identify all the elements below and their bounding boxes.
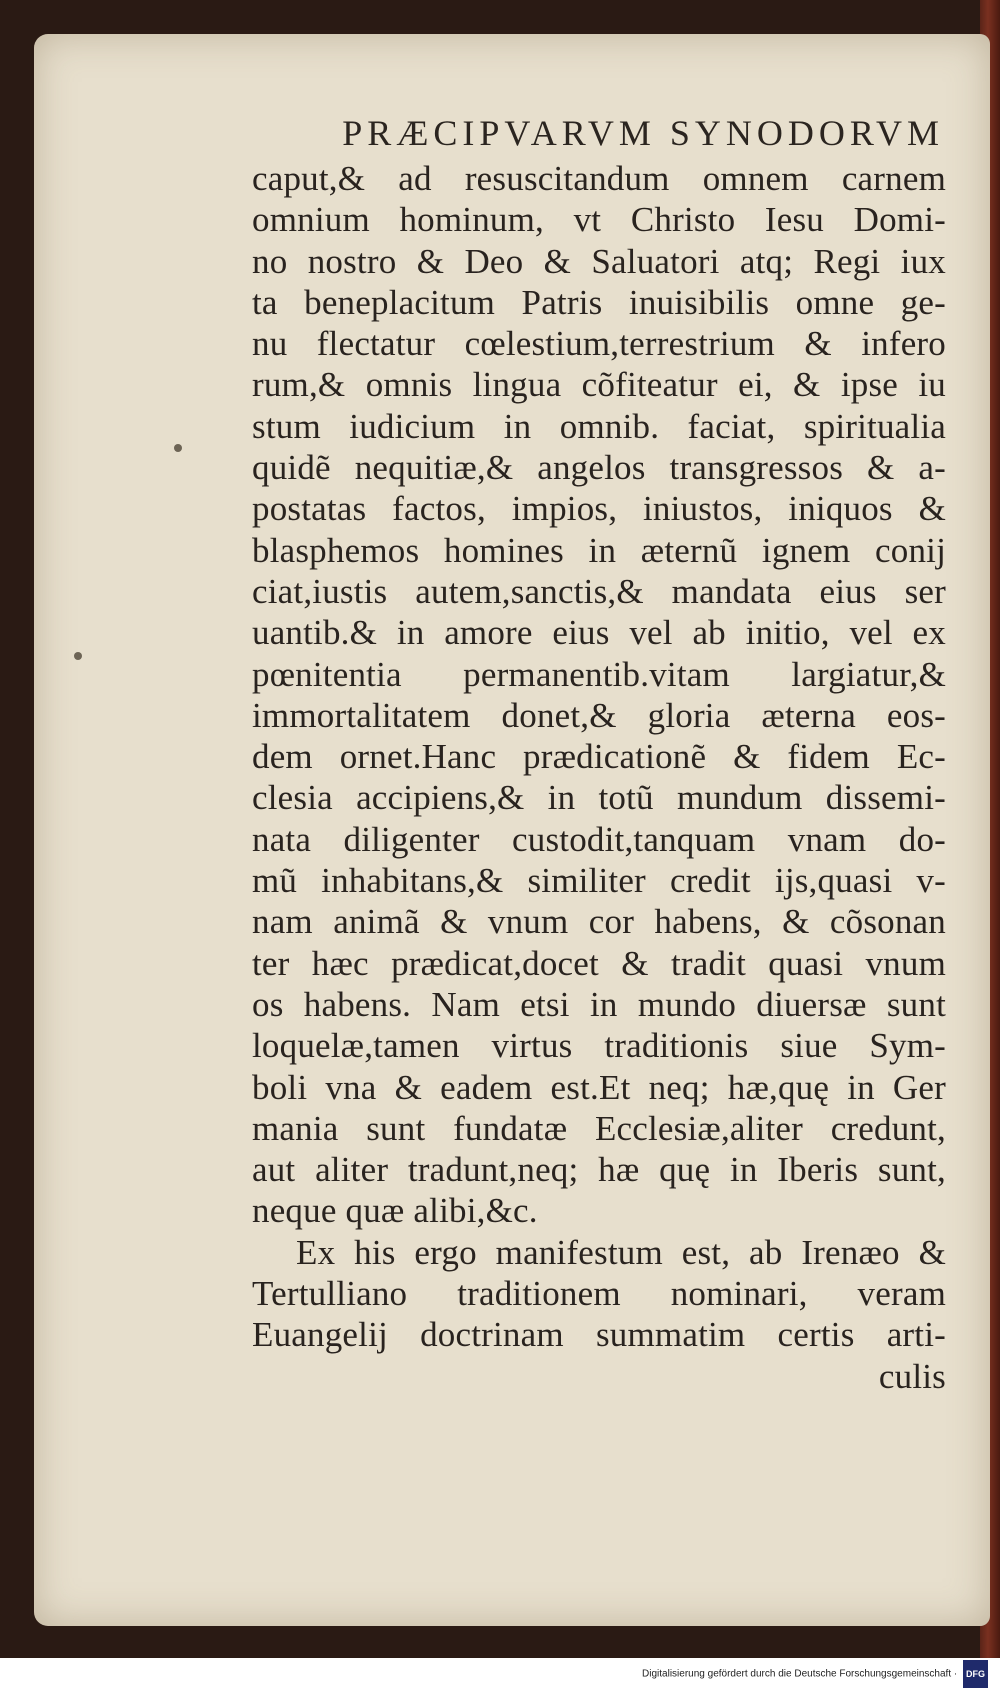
text-line: boli vna & eadem est.Et neq; hæ,quę in Ger xyxy=(252,1067,946,1107)
body-text xyxy=(252,158,946,1397)
text-line: loquelæ,tamen virtus traditionis siue Sym- xyxy=(252,1026,946,1066)
dfg-logo: DFG xyxy=(963,1660,988,1688)
text-line: Ex his ergo manifestum est, ab Irenæo & xyxy=(296,1232,946,1272)
text-line: nata diligenter custodit,tanquam vnam do- xyxy=(252,819,946,859)
text-line: blasphemos homines in æternũ ignem conij xyxy=(252,530,946,570)
text-line: ciat,iustis autem,sanctis,& mandata eius ser xyxy=(252,571,946,611)
text-line: omnium hominum, vt Christo Iesu Domi- xyxy=(252,200,946,240)
text-line: dem ornet.Hanc prædicationẽ & fidem Ec- xyxy=(252,737,946,777)
text-line: mania sunt fundatæ Ecclesiæ,aliter credunt, xyxy=(252,1108,946,1148)
text-line: nu flectatur cœlestium,terrestrium & infero xyxy=(252,324,946,364)
text-line: no nostro & Deo & Saluatori atq; Regi iux xyxy=(252,241,946,281)
text-line: postatas factos, impios, iniustos, iniquos & xyxy=(252,489,946,529)
text-line: rum,& omnis lingua cõfiteatur ei, & ipse iu xyxy=(252,365,946,405)
text-line: ter hæc prædicat,docet & tradit quasi vnum xyxy=(252,943,946,983)
text-line: nam animã & vnum cor habens, & cõsonan xyxy=(252,902,946,942)
digitization-footer xyxy=(0,1660,1000,1688)
text-line: quidẽ nequitiæ,& angelos transgressos & a- xyxy=(252,448,946,488)
margin-ink-spot xyxy=(74,652,82,660)
text-line: os habens. Nam etsi in mundo diuersæ sunt xyxy=(252,984,946,1024)
text-line: neque quæ alibi,&c. xyxy=(252,1191,538,1231)
running-head: PRÆCIPVARVM SYNODORVM xyxy=(342,113,944,153)
text-line: Euangelij doctrinam summatim certis arti- xyxy=(252,1315,946,1355)
text-line: stum iudicium in omnib. faciat, spiritualia xyxy=(252,406,946,446)
text-line: clesia accipiens,& in totũ mundum dissemi- xyxy=(252,778,946,818)
text-line: uantib.& in amore eius vel ab initio, vel ex xyxy=(252,613,946,653)
text-line: Tertulliano traditionem nominari, veram xyxy=(252,1274,946,1314)
text-line: ta beneplacitum Patris inuisibilis omne ge- xyxy=(252,282,946,322)
book-page xyxy=(34,34,990,1626)
text-line: pœnitentia permanentib.vitam largiatur,& xyxy=(252,654,946,694)
footer-credit: Digitalisierung gefördert durch die Deutsche Forschungsgemeinschaft · xyxy=(642,1668,958,1680)
text-line: caput,& ad resuscitandum omnem carnem xyxy=(252,159,946,198)
catchword: culis xyxy=(878,1356,946,1396)
margin-ink-spot xyxy=(174,444,182,452)
text-line: immortalitatem donet,& gloria æterna eos- xyxy=(252,695,946,735)
text-line: aut aliter tradunt,neq; hæ quę in Iberis sunt, xyxy=(252,1150,946,1190)
text-line: mũ inhabitans,& similiter credit ijs,quasi v- xyxy=(252,861,946,901)
